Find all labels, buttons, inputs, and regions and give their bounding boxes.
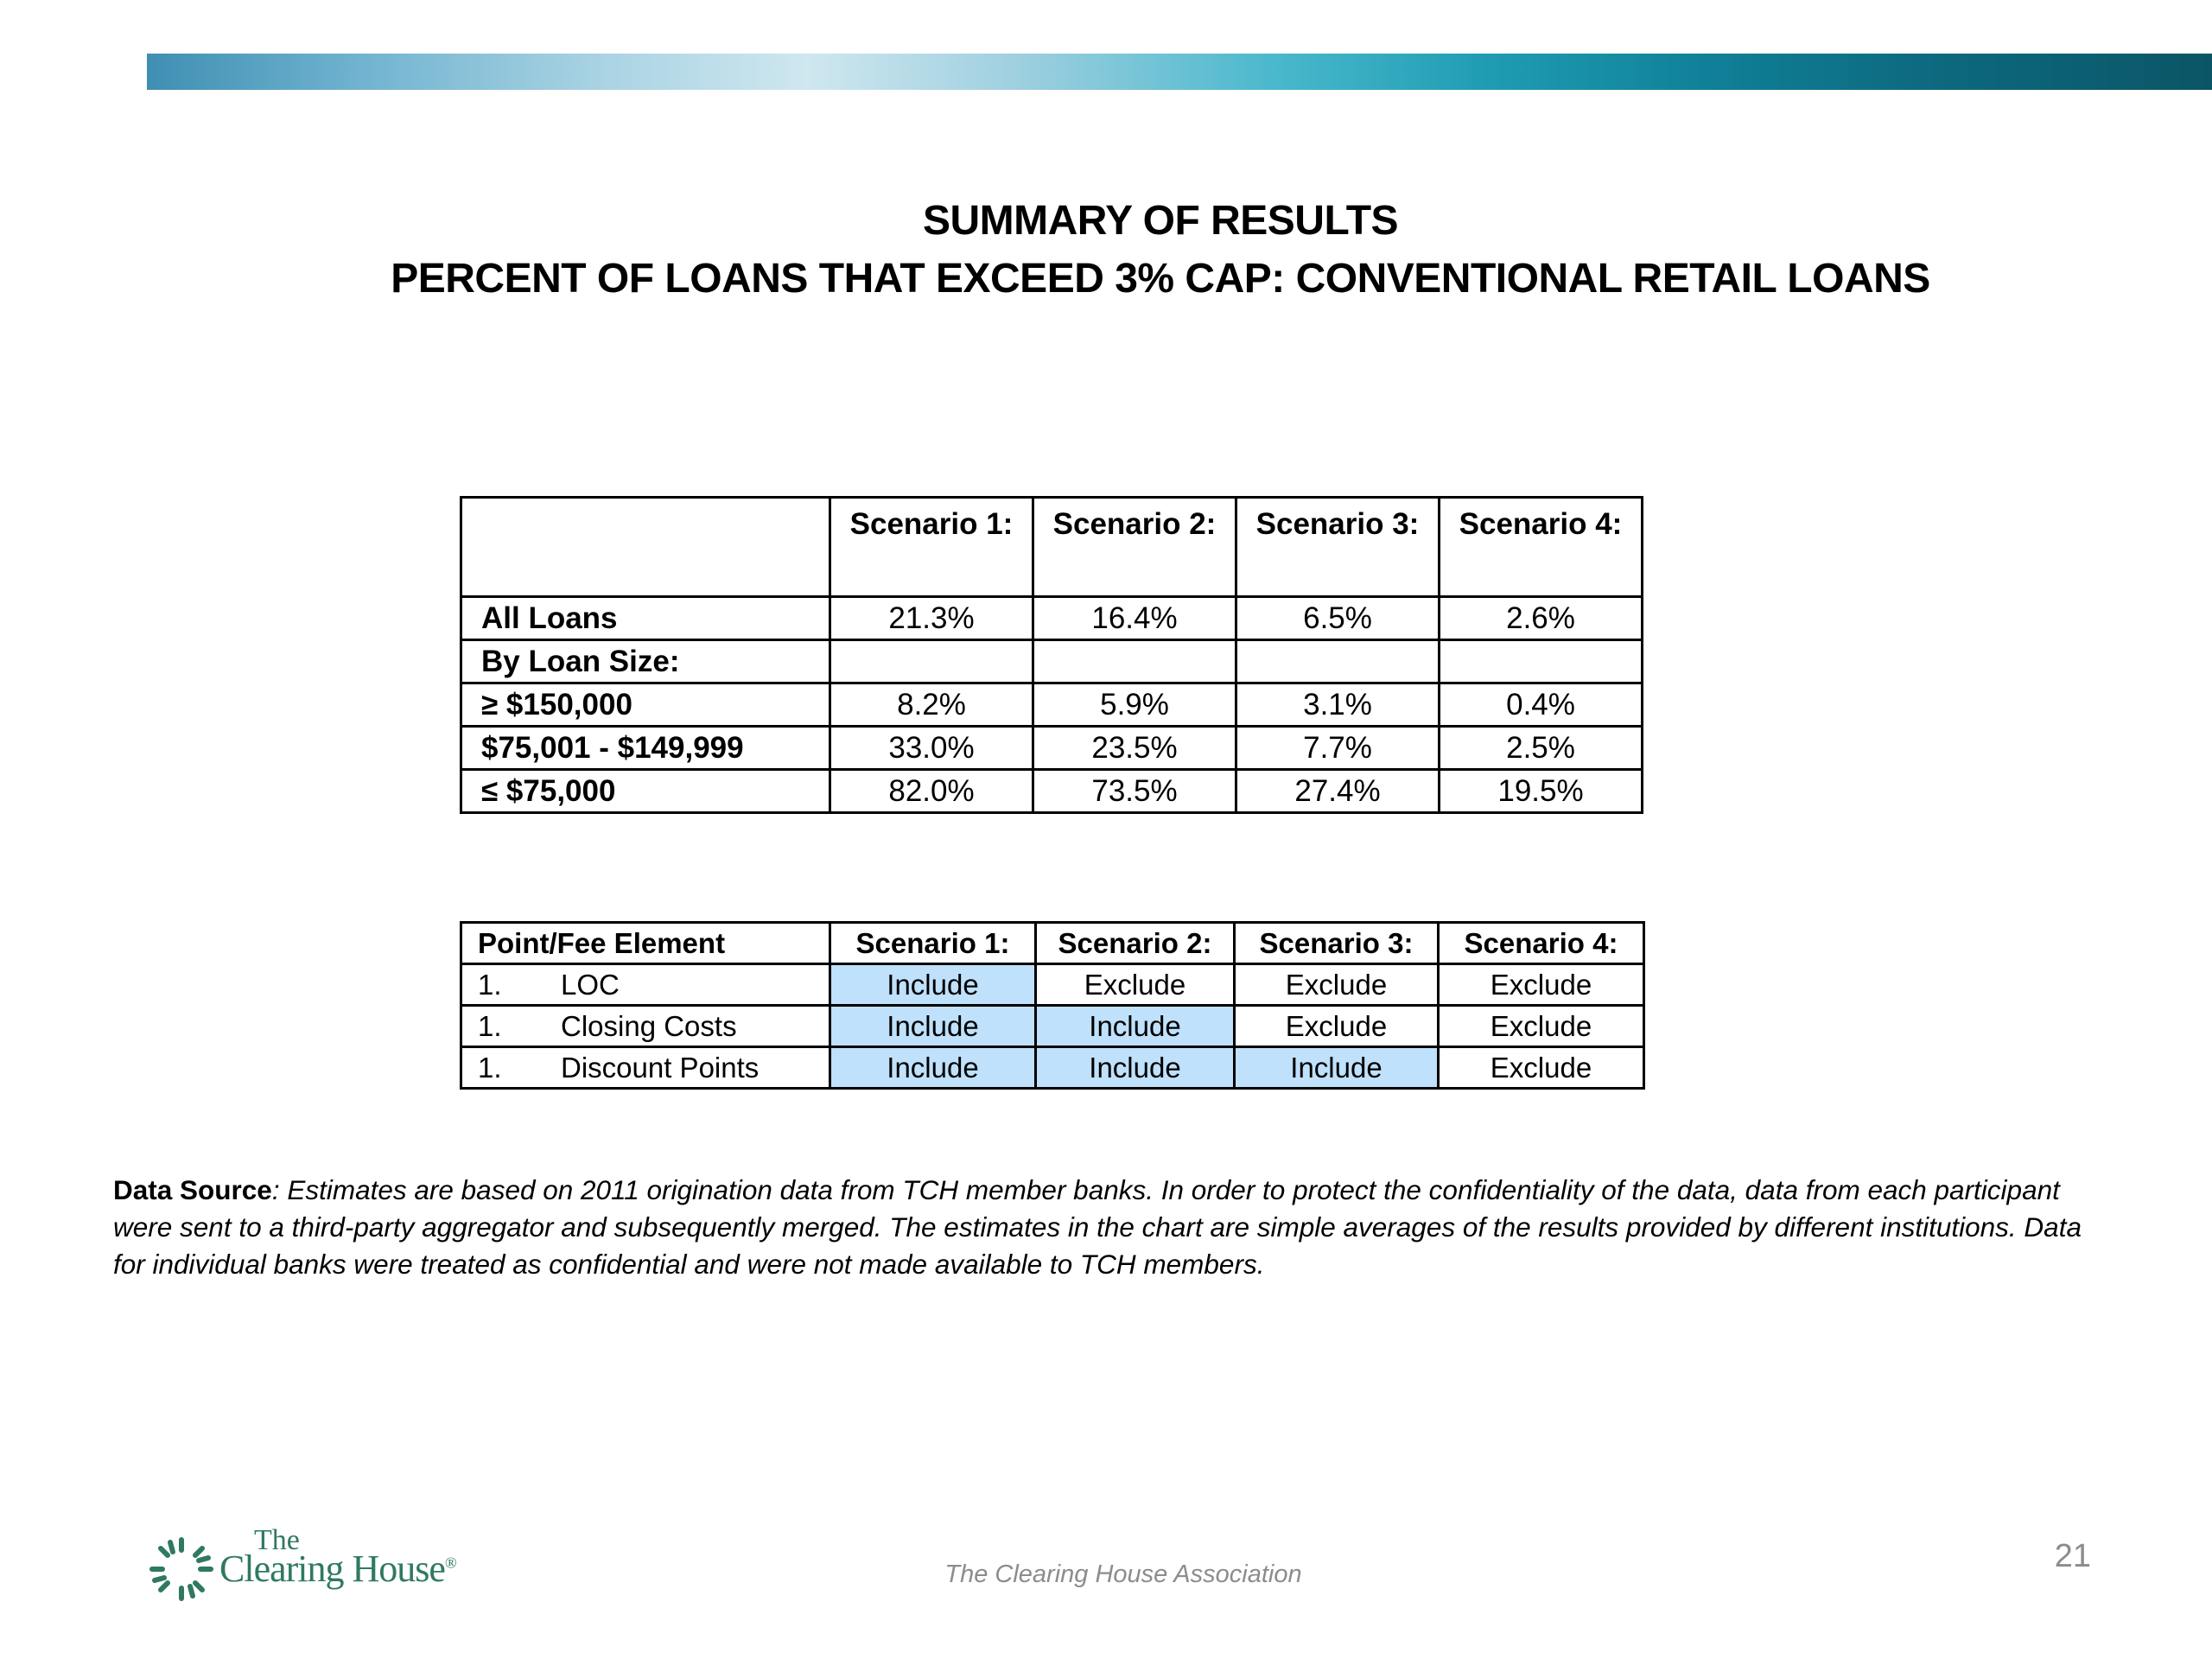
table-cell: 16.4% bbox=[1033, 597, 1236, 640]
list-number: 1. bbox=[478, 1009, 502, 1042]
header-cell: Scenario 1: bbox=[830, 923, 1036, 964]
header-cell: Scenario 4: bbox=[1439, 923, 1644, 964]
header-cell: Point/Fee Element bbox=[461, 923, 830, 964]
header-cell: Scenario 1: bbox=[830, 498, 1033, 597]
table-row bbox=[461, 1047, 1644, 1089]
header-gradient-band bbox=[147, 54, 2212, 90]
row-label bbox=[461, 1047, 830, 1089]
table-cell: 3.1% bbox=[1236, 683, 1440, 727]
header-cell: Scenario 2: bbox=[1036, 923, 1235, 964]
table-cell bbox=[1440, 640, 1643, 683]
table-cell: 5.9% bbox=[1033, 683, 1236, 727]
fee-elements-table bbox=[460, 921, 1645, 1090]
header-cell: Scenario 2: bbox=[1033, 498, 1236, 597]
table-cell: Include bbox=[1036, 1006, 1235, 1047]
header-cell: Scenario 3: bbox=[1236, 498, 1440, 597]
table-row bbox=[461, 964, 1644, 1006]
row-label: By Loan Size: bbox=[461, 640, 830, 683]
footer-organization: The Clearing House Association bbox=[944, 1560, 1302, 1588]
header-cell: Scenario 4: bbox=[1440, 498, 1643, 597]
table-cell: 19.5% bbox=[1440, 770, 1643, 813]
table-cell bbox=[1236, 640, 1440, 683]
table-row bbox=[461, 640, 1643, 683]
table-cell: 8.2% bbox=[830, 683, 1033, 727]
row-label: ≥ $150,000 bbox=[461, 683, 830, 727]
row-label bbox=[461, 964, 830, 1006]
page-number: 21 bbox=[2054, 1538, 2091, 1574]
logo-mark-icon bbox=[147, 1535, 216, 1604]
table-cell: 2.6% bbox=[1440, 597, 1643, 640]
table-cell: 7.7% bbox=[1236, 727, 1440, 770]
table-cell bbox=[1033, 640, 1236, 683]
table-cell: 27.4% bbox=[1236, 770, 1440, 813]
list-number: 1. bbox=[478, 1051, 502, 1084]
header-cell: Scenario 3: bbox=[1235, 923, 1439, 964]
registered-mark: ® bbox=[444, 1554, 456, 1572]
page-subtitle: PERCENT OF LOANS THAT EXCEED 3% CAP: CONVENTIONAL RETAIL LOANS bbox=[391, 256, 1930, 302]
table-row bbox=[461, 1006, 1644, 1047]
data-source-note bbox=[113, 1172, 2101, 1283]
table-cell: 33.0% bbox=[830, 727, 1033, 770]
logo-text-name bbox=[219, 1547, 456, 1591]
element-name: Discount Points bbox=[561, 1051, 760, 1084]
element-name: LOC bbox=[561, 968, 620, 1001]
table-cell: Include bbox=[1235, 1047, 1439, 1089]
table-header-row bbox=[461, 498, 1643, 597]
page-title: SUMMARY OF RESULTS bbox=[922, 198, 1399, 244]
table-cell: Include bbox=[1036, 1047, 1235, 1089]
table-row bbox=[461, 727, 1643, 770]
table-cell: Include bbox=[830, 1006, 1036, 1047]
table-cell: 21.3% bbox=[830, 597, 1033, 640]
list-number: 1. bbox=[478, 968, 502, 1001]
table-cell: Exclude bbox=[1439, 964, 1644, 1006]
results-table bbox=[460, 496, 1643, 814]
table-cell: Include bbox=[830, 1047, 1036, 1089]
table-row bbox=[461, 683, 1643, 727]
table-cell: 23.5% bbox=[1033, 727, 1236, 770]
table-row bbox=[461, 597, 1643, 640]
table-cell: 0.4% bbox=[1440, 683, 1643, 727]
row-label: All Loans bbox=[461, 597, 830, 640]
clearing-house-logo bbox=[147, 1524, 458, 1607]
table-cell: 2.5% bbox=[1440, 727, 1643, 770]
header-cell bbox=[461, 498, 830, 597]
row-label bbox=[461, 1006, 830, 1047]
table-cell: 82.0% bbox=[830, 770, 1033, 813]
table-row bbox=[461, 770, 1643, 813]
table-cell: Exclude bbox=[1036, 964, 1235, 1006]
table-cell: Include bbox=[830, 964, 1036, 1006]
element-name: Closing Costs bbox=[561, 1009, 737, 1042]
table-cell: Exclude bbox=[1439, 1047, 1644, 1089]
data-source-text: : Estimates are based on 2011 origination data from TCH member banks. In order to protect the confidentiality of the data, data from each participant were sent to a third-party aggregator and subsequently merged. The estimates in the chart are simple averages of the results provided by different institutions. Data for individual banks were treated as confidential and were not made available to TCH members. bbox=[113, 1174, 2082, 1280]
table-cell: 6.5% bbox=[1236, 597, 1440, 640]
table-cell: 73.5% bbox=[1033, 770, 1236, 813]
table-header-row bbox=[461, 923, 1644, 964]
row-label: $75,001 - $149,999 bbox=[461, 727, 830, 770]
logo-text-the: The bbox=[254, 1524, 300, 1556]
table-cell: Exclude bbox=[1235, 964, 1439, 1006]
table-cell: Exclude bbox=[1235, 1006, 1439, 1047]
table-cell bbox=[830, 640, 1033, 683]
row-label: ≤ $75,000 bbox=[461, 770, 830, 813]
table-cell: Exclude bbox=[1439, 1006, 1644, 1047]
data-source-label: Data Source bbox=[113, 1174, 272, 1205]
logo-wordmark: Clearing House bbox=[219, 1548, 445, 1590]
